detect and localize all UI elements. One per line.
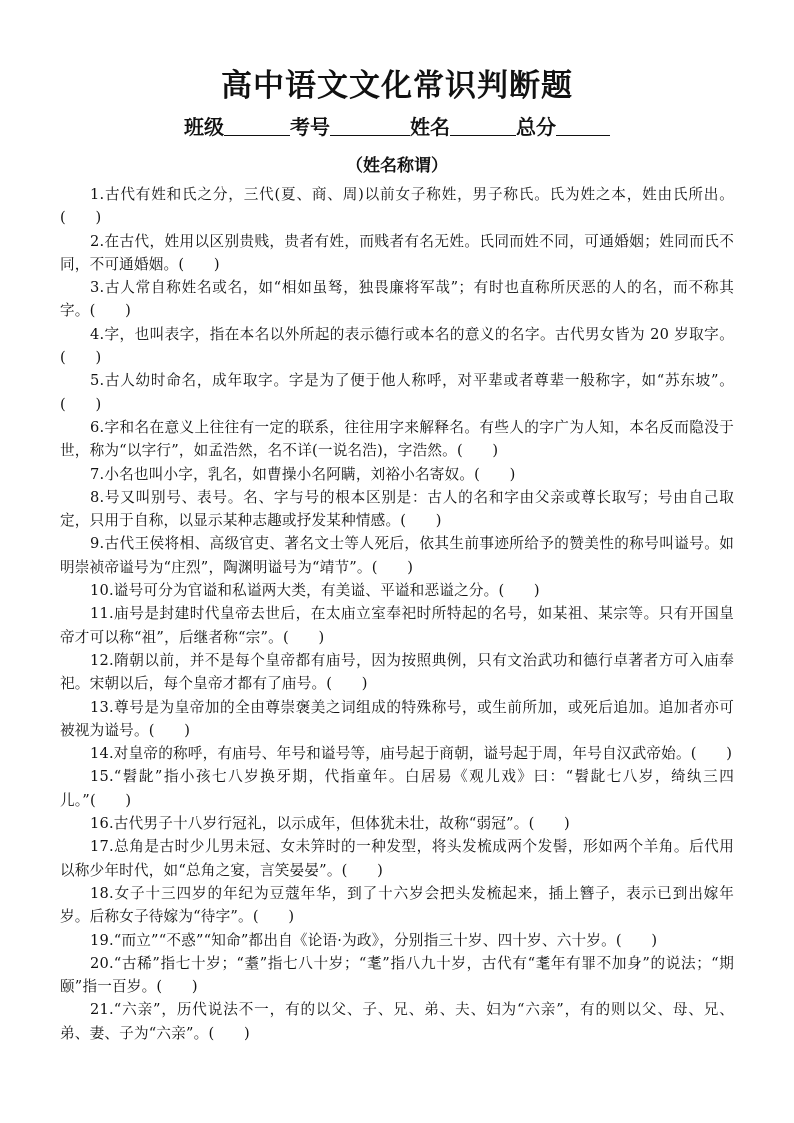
question-item: 20.“古稀”指七十岁；“耋”指七八十岁；“耄”指八九十岁，古代有“耄年有罪不加身”的说法；“期颐”指一百岁。( ) [60, 954, 734, 996]
question-item: 9.古代王侯将相、高级官吏、著名文士等人死后，依其生前事迹所给予的赞美性的称号叫谥号。如明崇祯帝谥号为“庄烈”，陶渊明谥号为“靖节”。( ) [60, 535, 734, 576]
question-item: 4.字，也叫表字，指在本名以外所起的表示德行或本名的意义的名字。古代男女皆为 20 岁取字。( ) [60, 325, 734, 367]
question-item: 13.尊号是为皇帝加的全由尊崇褒美之词组成的特殊称号，或生前所加，或死后追加。追加者亦可被视为谥号。( ) [60, 698, 734, 739]
question-item: 10.谥号可分为官谥和私谥两大类，有美谥、平谥和恶谥之分。( ) [90, 582, 540, 600]
question-item: 17.总角是古时少儿男未冠、女未笄时的一种发型，将头发梳成两个发髻，形如两个羊角。后代用以称少年时代，如“总角之宴，言笑晏晏”。( ) [60, 838, 734, 879]
score-label: 总分 [516, 115, 556, 139]
question-item: 6.字和名在意义上往往有一定的联系，往往用字来解释名。有些人的字广为人知，本名反而隐没于世，称为“以字行”，如孟浩然，名不详(一说名浩)，字浩然。( ) [60, 418, 734, 460]
score-blank[interactable] [556, 117, 610, 136]
question-item: 2.在古代，姓用以区别贵贱，贵者有姓，而贱者有名无姓。氏同而姓不同，可通婚姻；姓同而氏不同，不可通婚姻。( ) [60, 232, 734, 273]
name-blank[interactable] [450, 117, 516, 136]
section-heading: （姓名称谓） [346, 156, 448, 176]
class-blank[interactable] [224, 117, 290, 136]
question-item: 8.号又叫别号、表号。名、字与号的根本区别是：古人的名和字由父亲或尊长取写；号由自己取定，只用于自称，以显示某种志趣或抒发某种情感。( ) [60, 488, 734, 530]
question-item: 15.“髫龀”指小孩七八岁换牙期，代指童年。白居易《观儿戏》曰：“髫龀七八岁，绮纨三四儿。”( ) [60, 768, 734, 809]
question-item: 3.古人常自称姓名或名，如“相如虽驽，独畏廉将军哉”；有时也直称所厌恶的人的名，而不称其字。( ) [60, 279, 734, 320]
class-label: 班级 [184, 115, 224, 139]
question-item: 1.古代有姓和氏之分，三代(夏、商、周)以前女子称姓，男子称氏。氏为姓之本，姓由氏所出。( ) [60, 186, 734, 227]
exam-no-blank[interactable] [330, 117, 410, 136]
page-title: 高中语文文化常识判断题 [221, 68, 573, 104]
question-item: 5.古人幼时命名，成年取字。字是为了便于他人称呼，对平辈或者尊辈一般称字，如“苏东坡”。( ) [60, 372, 734, 413]
question-item: 18.女子十三四岁的年纪为豆蔻年华，到了十六岁会把头发梳起来，插上簪子，表示已到出嫁年岁。后称女子待嫁为“待字”。( ) [60, 884, 734, 926]
question-item: 12.隋朝以前，并不是每个皇帝都有庙号，因为按照典例，只有文治武功和德行卓著者方可入庙奉祀。宋朝以后，每个皇帝才都有了庙号。( ) [60, 651, 734, 693]
question-item: 14.对皇帝的称呼，有庙号、年号和谥号等，庙号起于商朝，谥号起于周，年号自汉武帝始。( ) [90, 745, 733, 763]
student-info-line [0, 111, 794, 140]
question-item: 21.“六亲”，历代说法不一，有的以父、子、兄、弟、夫、妇为“六亲”，有的则以父、母、兄、弟、妻、子为“六亲”。( ) [60, 1001, 734, 1042]
name-label: 姓名 [410, 115, 450, 139]
exam-no-label: 考号 [290, 115, 330, 139]
question-item: 11.庙号是封建时代皇帝去世后，在太庙立室奉祀时所特起的名号，如某祖、某宗等。只有开国皇帝才可以称“祖”，后继者称“宗”。( ) [60, 605, 734, 646]
question-list [60, 183, 734, 1045]
question-item: 16.古代男子十八岁行冠礼，以示成年，但体犹未壮，故称“弱冠”。( ) [90, 815, 570, 833]
question-item: 7.小名也叫小字，乳名，如曹操小名阿瞒，刘裕小名寄奴。( ) [90, 465, 516, 483]
question-item: 19.“而立”“不惑”“知命”都出自《论语·为政》，分别指三十岁、四十岁、六十岁。( ) [90, 931, 658, 949]
